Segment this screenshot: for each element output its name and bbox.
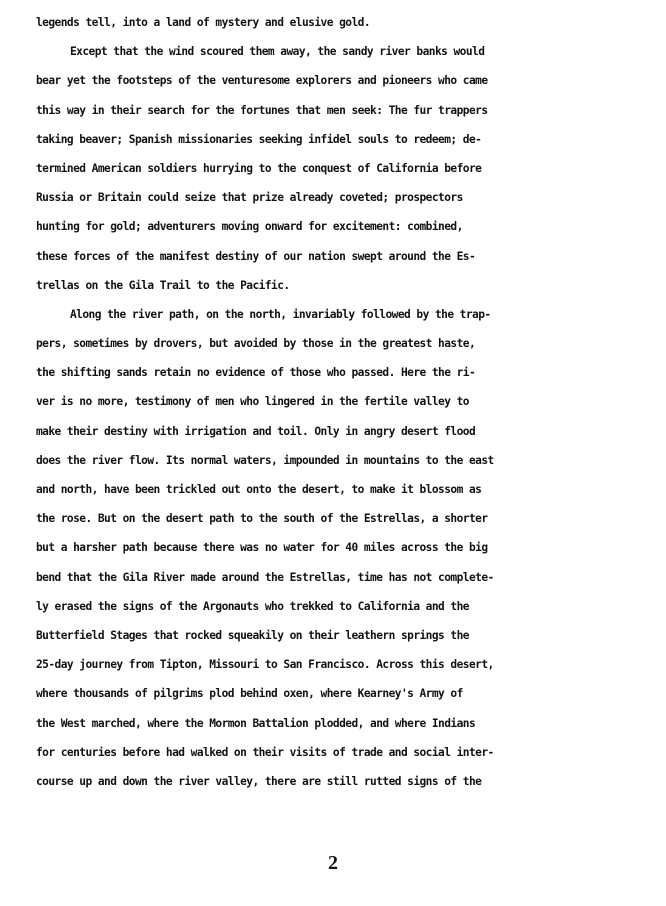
text-line-4: this way in their search for the fortunes that men seek: The fur trappers [36, 103, 488, 117]
text-line-24: where thousands of pilgrims plod behind oxen, where Kearney's Army of [36, 687, 463, 701]
text-line-12: pers, sometimes by drovers, but avoided by those in the greatest haste, [36, 337, 476, 351]
page-number: 2 [328, 852, 338, 874]
text-line-23: 25-day journey from Tipton, Missouri to San Francisco. Across this desert, [36, 658, 494, 672]
text-line-19: but a harsher path because there was no water for 40 miles across the big [36, 541, 488, 555]
text-line-17: and north, have been trickled out onto the desert, to make it blossom as [36, 483, 482, 496]
text-line-27: course up and down the river valley, there are still rutted signs of the [36, 774, 482, 788]
text-line-8: hunting for gold; adventurers moving onward for excitement: combined, [36, 220, 463, 234]
text-line-26: for centuries before had walked on their visits of trade and social inter- [36, 745, 494, 759]
text-line-25: the West marched, where the Mormon Battalion plodded, and where Indians [36, 716, 476, 730]
text-line-7: Russia or Britain could seize that prize already coveted; prospectors [36, 191, 463, 205]
text-line-15: make their destiny with irrigation and toil. Only in angry desert flood [36, 424, 476, 438]
text-line-21: ly erased the signs of the Argonauts who trekked to California and the [36, 599, 469, 613]
text-line-11: Along the river path, on the north, invariably followed by the trap- [70, 307, 491, 321]
text-line-10: trellas on the Gila Trail to the Pacific. [36, 278, 290, 292]
body-text [36, 8, 610, 796]
text-line-6: termined American soldiers hurrying to the conquest of California before [36, 161, 482, 175]
text-line-20: bend that the Gila River made around the Estrellas, time has not complete- [36, 570, 494, 584]
text-line-2: Except that the wind scoured them away, the sandy river banks would [70, 45, 485, 59]
text-line-14: ver is no more, testimony of men who lingered in the fertile valley to [36, 395, 469, 409]
text-line-1: legends tell, into a land of mystery and elusive gold. [36, 16, 371, 29]
text-line-16: does the river flow. Its normal waters, impounded in mountains to the east [36, 453, 494, 467]
text-line-9: these forces of the manifest destiny of our nation swept around the Es- [36, 249, 476, 263]
text-line-3: bear yet the footsteps of the venturesome explorers and pioneers who came [36, 74, 488, 88]
text-line-13: the shifting sands retain no evidence of those who passed. Here the ri- [36, 366, 476, 380]
text-line-22: Butterfield Stages that rocked squeakily on their leathern springs the [36, 628, 469, 642]
text-line-5: taking beaver; Spanish missionaries seeking infidel souls to redeem; de- [36, 132, 482, 146]
text-line-18: the rose. But on the desert path to the south of the Estrellas, a shorter [36, 512, 488, 526]
